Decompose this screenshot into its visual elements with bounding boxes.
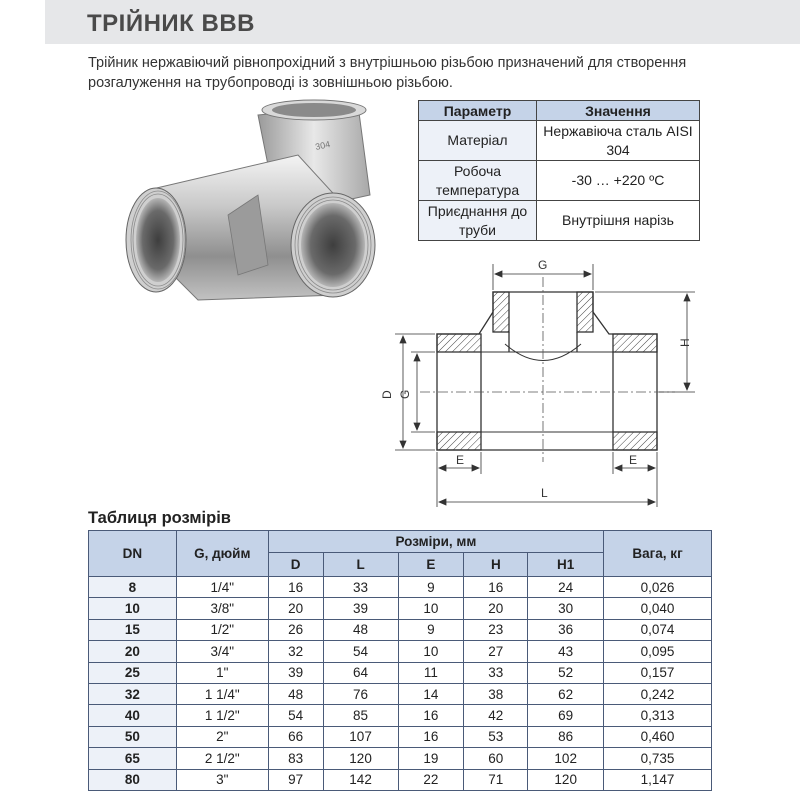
cell-l: 85 xyxy=(323,705,398,726)
page-title: ТРІЙНИК ВВВ xyxy=(87,10,255,37)
cell-h: 16 xyxy=(464,577,528,598)
param-name: Матеріал xyxy=(419,121,537,161)
cell-d: 54 xyxy=(268,705,323,726)
header-d: D xyxy=(268,553,323,577)
cell-h1: 69 xyxy=(528,705,604,726)
cell-dn: 40 xyxy=(89,705,177,726)
cell-h: 20 xyxy=(464,598,528,619)
cell-g: 2 1/2" xyxy=(176,748,268,769)
cell-g: 2" xyxy=(176,726,268,747)
header-dn: DN xyxy=(89,531,177,577)
header-g-inch: G, дюйм xyxy=(176,531,268,577)
cell-e: 16 xyxy=(398,705,464,726)
cell-l: 48 xyxy=(323,619,398,640)
sizes-table-title: Таблиця розмірів xyxy=(88,509,231,527)
cell-g: 1/4" xyxy=(176,577,268,598)
cell-dn: 80 xyxy=(89,769,177,790)
tee-fitting-photo xyxy=(108,95,398,325)
table-row xyxy=(89,705,712,726)
cell-h: 23 xyxy=(464,619,528,640)
cell-dn: 20 xyxy=(89,641,177,662)
cell-e: 9 xyxy=(398,619,464,640)
cell-l: 39 xyxy=(323,598,398,619)
dim-label-g: G xyxy=(538,258,548,272)
sizes-table xyxy=(88,530,712,791)
cell-h1: 52 xyxy=(528,662,604,683)
param-value: Внутрішня нарізь xyxy=(537,201,700,241)
dim-label-h: H xyxy=(678,338,692,347)
cell-l: 107 xyxy=(323,726,398,747)
params-row xyxy=(419,161,700,201)
cell-g: 1 1/4" xyxy=(176,683,268,704)
dim-label-e-left: E xyxy=(456,453,465,467)
cell-h: 27 xyxy=(464,641,528,662)
cell-dn: 50 xyxy=(89,726,177,747)
cell-weight: 0,157 xyxy=(604,662,712,683)
cell-d: 83 xyxy=(268,748,323,769)
cell-l: 76 xyxy=(323,683,398,704)
params-row xyxy=(419,121,700,161)
cell-e: 14 xyxy=(398,683,464,704)
cell-g: 1/2" xyxy=(176,619,268,640)
cell-d: 20 xyxy=(268,598,323,619)
cell-l: 64 xyxy=(323,662,398,683)
cell-weight: 0,313 xyxy=(604,705,712,726)
cell-g: 1" xyxy=(176,662,268,683)
table-row xyxy=(89,769,712,790)
cell-g: 3/4" xyxy=(176,641,268,662)
cell-h: 42 xyxy=(464,705,528,726)
cell-weight: 0,242 xyxy=(604,683,712,704)
cell-e: 22 xyxy=(398,769,464,790)
dim-label-l: L xyxy=(541,486,548,500)
dim-label-d: D xyxy=(380,390,394,399)
cell-dn: 15 xyxy=(89,619,177,640)
header-l: L xyxy=(323,553,398,577)
parameters-table xyxy=(418,100,700,241)
dim-label-e-right: E xyxy=(629,453,638,467)
cell-weight: 0,095 xyxy=(604,641,712,662)
cell-g: 3/8" xyxy=(176,598,268,619)
cell-h1: 86 xyxy=(528,726,604,747)
cell-dn: 10 xyxy=(89,598,177,619)
cell-e: 19 xyxy=(398,748,464,769)
cell-d: 48 xyxy=(268,683,323,704)
cell-l: 120 xyxy=(323,748,398,769)
table-row xyxy=(89,641,712,662)
cell-d: 97 xyxy=(268,769,323,790)
header-weight: Вага, кг xyxy=(604,531,712,577)
table-row xyxy=(89,662,712,683)
table-row xyxy=(89,619,712,640)
cell-weight: 1,147 xyxy=(604,769,712,790)
params-header-value: Значення xyxy=(537,101,700,121)
cell-h: 60 xyxy=(464,748,528,769)
cell-h1: 102 xyxy=(528,748,604,769)
cell-l: 142 xyxy=(323,769,398,790)
cell-dn: 8 xyxy=(89,577,177,598)
cell-e: 9 xyxy=(398,577,464,598)
stamp-text: 304 xyxy=(314,139,332,152)
param-name: Приєднання до труби xyxy=(419,201,537,241)
cell-dn: 65 xyxy=(89,748,177,769)
cell-weight: 0,735 xyxy=(604,748,712,769)
cell-weight: 0,040 xyxy=(604,598,712,619)
cell-h1: 30 xyxy=(528,598,604,619)
param-value: Нержавіюча сталь AISI 304 xyxy=(537,121,700,161)
cell-d: 39 xyxy=(268,662,323,683)
cell-h1: 120 xyxy=(528,769,604,790)
cell-e: 11 xyxy=(398,662,464,683)
param-name: Робоча температура xyxy=(419,161,537,201)
param-value: -30 … +220 ºC xyxy=(537,161,700,201)
table-row xyxy=(89,683,712,704)
table-row xyxy=(89,726,712,747)
params-header-parameter: Параметр xyxy=(419,101,537,121)
cell-h: 53 xyxy=(464,726,528,747)
cell-e: 10 xyxy=(398,641,464,662)
table-row xyxy=(89,748,712,769)
cell-g: 1 1/2" xyxy=(176,705,268,726)
cell-weight: 0,460 xyxy=(604,726,712,747)
header-bar xyxy=(45,0,800,44)
cell-h: 71 xyxy=(464,769,528,790)
cell-h1: 24 xyxy=(528,577,604,598)
cell-l: 54 xyxy=(323,641,398,662)
cell-h: 33 xyxy=(464,662,528,683)
cell-weight: 0,026 xyxy=(604,577,712,598)
params-row xyxy=(419,201,700,241)
intro-text: Трійник нержавіючий рівнопрохідний з внутрішньою різьбою призначений для створення розгалуження на трубопроводі із зовнішньою різьбою. xyxy=(88,55,687,91)
technical-drawing xyxy=(375,252,715,517)
cell-h: 38 xyxy=(464,683,528,704)
cell-d: 16 xyxy=(268,577,323,598)
header-h1: H1 xyxy=(528,553,604,577)
cell-dn: 25 xyxy=(89,662,177,683)
cell-d: 26 xyxy=(268,619,323,640)
cell-weight: 0,074 xyxy=(604,619,712,640)
cell-e: 16 xyxy=(398,726,464,747)
cell-d: 32 xyxy=(268,641,323,662)
table-row xyxy=(89,577,712,598)
header-dimensions: Розміри, мм xyxy=(268,531,603,553)
cell-h1: 36 xyxy=(528,619,604,640)
cell-e: 10 xyxy=(398,598,464,619)
cell-h1: 62 xyxy=(528,683,604,704)
table-row xyxy=(89,598,712,619)
header-e: E xyxy=(398,553,464,577)
cell-d: 66 xyxy=(268,726,323,747)
cell-dn: 32 xyxy=(89,683,177,704)
header-h: H xyxy=(464,553,528,577)
cell-h1: 43 xyxy=(528,641,604,662)
cell-l: 33 xyxy=(323,577,398,598)
cell-g: 3" xyxy=(176,769,268,790)
dim-label-g-left: G xyxy=(398,389,412,399)
